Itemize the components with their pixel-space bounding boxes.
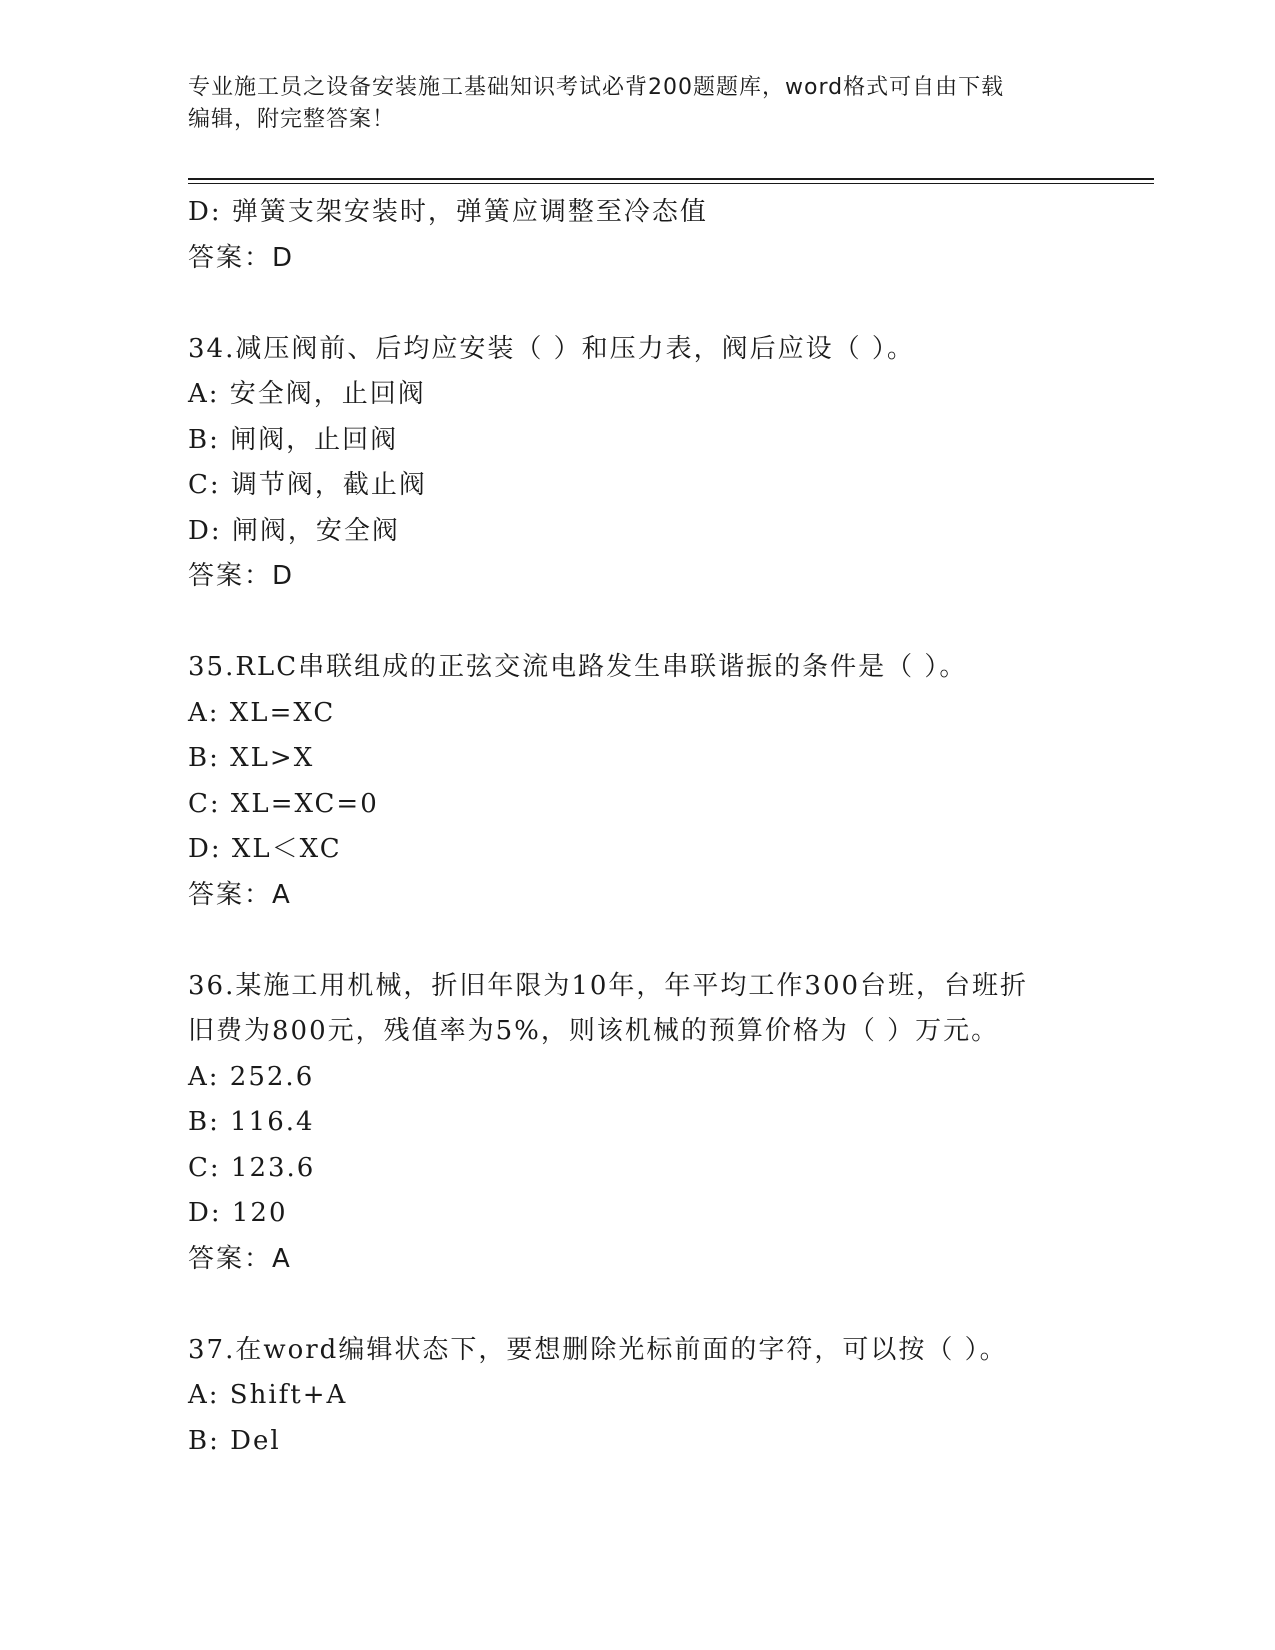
question-block-33	[188, 190, 1088, 281]
q34-option-c: C: 调节阀，截止阀	[188, 470, 427, 500]
q34-option-a: A: 安全阀，止回阀	[188, 379, 426, 409]
q37-option-a: A: Shift+A	[188, 1380, 348, 1410]
q35-option-c: C: XL=XC=0	[188, 788, 379, 819]
q34-question: 34.减压阀前、后均应安装（ ）和压力表，阀后应设（ ）。	[188, 333, 915, 364]
q35-option-a: A: XL=XC	[188, 697, 336, 728]
header-title-line-2: 编辑，附完整答案！	[188, 107, 396, 132]
header-divider-thin	[188, 183, 1154, 184]
q35-answer: 答案：A	[188, 879, 292, 910]
document-header	[188, 72, 1088, 136]
q36-option-a: A: 252.6	[188, 1061, 315, 1092]
header-divider-thick	[188, 178, 1154, 180]
spacer	[188, 1282, 1088, 1328]
q36-option-b: B: 116.4	[188, 1107, 315, 1137]
spacer	[188, 918, 1088, 964]
q37-question: 37.在word编辑状态下，要想删除光标前面的字符，可以按（ ）。	[188, 1334, 1008, 1365]
question-block-37	[188, 1328, 1088, 1465]
q33-option-d: D: 弹簧支架安装时，弹簧应调整至冷态值	[188, 197, 708, 227]
q36-question-line-2: 旧费为800元，残值率为5%，则该机械的预算价格为（ ）万元。	[188, 1016, 1000, 1046]
question-block-35	[188, 645, 1088, 918]
q36-option-d: D: 120	[188, 1198, 288, 1228]
question-block-34	[188, 327, 1088, 600]
q34-answer: 答案：D	[188, 561, 295, 591]
header-title-line-1: 专业施工员之设备安装施工基础知识考试必背200题题库，word格式可自由下载	[188, 75, 1005, 100]
q36-answer: 答案：A	[188, 1243, 292, 1274]
question-list	[188, 190, 1088, 1464]
q33-answer: 答案：D	[188, 242, 295, 273]
spacer	[188, 600, 1088, 646]
q36-question-line-1: 36.某施工用机械，折旧年限为10年，年平均工作300台班，台班折	[188, 970, 1029, 1001]
spacer	[188, 281, 1088, 327]
q35-question: 35.RLC串联组成的正弦交流电路发生串联谐振的条件是（ ）。	[188, 652, 968, 682]
q36-option-c: C: 123.6	[188, 1152, 316, 1183]
q34-option-b: B: 闸阀，止回阀	[188, 424, 399, 455]
q35-option-d: D: XL＜XC	[188, 834, 342, 864]
q37-option-b: B: Del	[188, 1425, 281, 1456]
question-block-36	[188, 964, 1088, 1283]
q35-option-b: B: XL>X	[188, 743, 315, 773]
q34-option-d: D: 闸阀，安全阀	[188, 515, 400, 546]
